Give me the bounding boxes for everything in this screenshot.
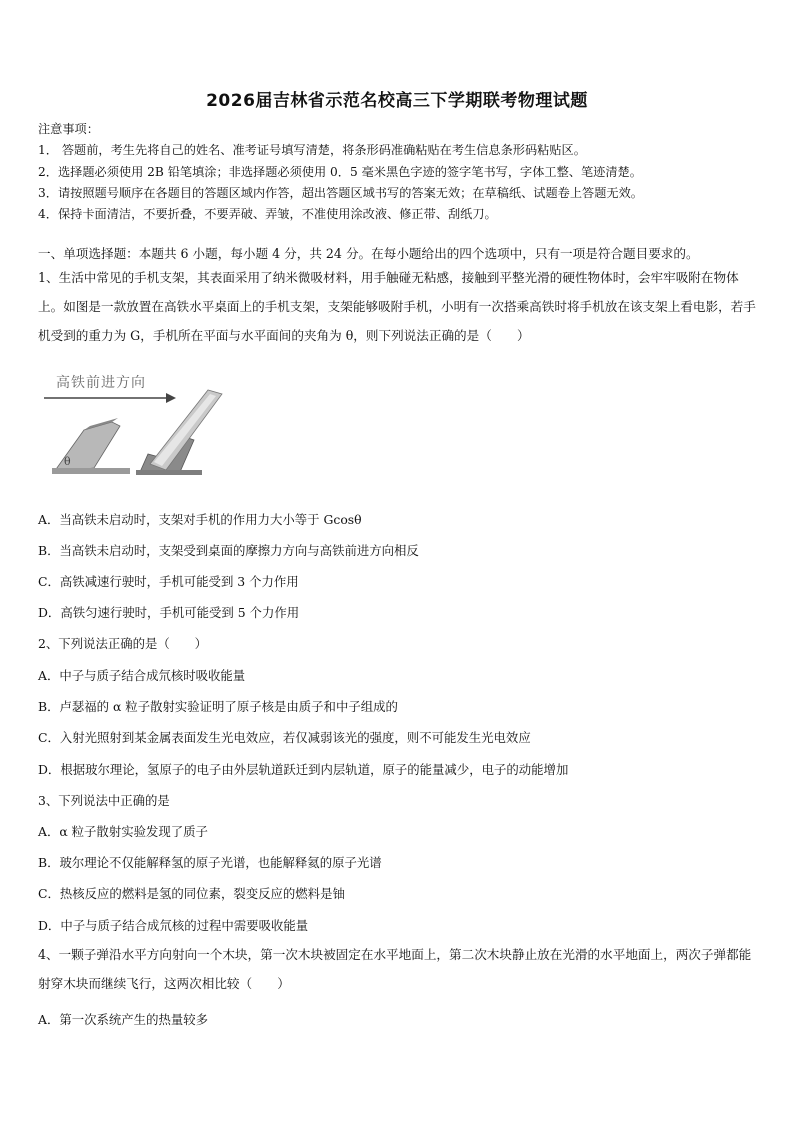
option-a: A．当高铁未启动时，支架对手机的作用力大小等于 Gcosθ bbox=[38, 512, 362, 527]
notes-heading: 注意事项： bbox=[38, 122, 99, 136]
question-3-stem: 3、下列说法中正确的是 bbox=[38, 793, 170, 808]
option-d: D．中子与质子结合成氘核的过程中需要吸收能量 bbox=[38, 918, 309, 933]
option-c: C．热核反应的燃料是氢的同位素，裂变反应的燃料是铀 bbox=[38, 886, 345, 901]
question-2-stem: 2、下列说法正确的是（ ） bbox=[38, 636, 207, 651]
option-d: D．高铁匀速行驶时，手机可能受到 5 个力作用 bbox=[38, 605, 300, 620]
page-title: 2026届吉林省示范名校高三下学期联考物理试题 bbox=[206, 91, 588, 111]
option-b: B．玻尔理论不仅能解释氢的原子光谱，也能解释氦的原子光谱 bbox=[38, 855, 382, 870]
figure-direction-label: 高铁前进方向 bbox=[56, 375, 146, 391]
option-a: A．中子与质子结合成氘核时吸收能量 bbox=[38, 668, 246, 683]
notes-item: 4．保持卡面清洁，不要折叠，不要弄破、弄皱，不准使用涂改液、修正带、刮纸刀。 bbox=[38, 207, 497, 221]
notes-item: 2．选择题必须使用 2B 铅笔填涂；非选择题必须使用 0．5 毫米黑色字迹的签字笔书写，字体工整、笔迹清楚。 bbox=[38, 165, 642, 179]
question-1-stem: 1、生活中常见的手机支架，其表面采用了纳米微吸材料，用手触碰无粘感，接触到平整光滑的硬性物体时，会牢牢吸附在物体上。如图是一款放置在高铁水平桌面上的手机支架，支架能够吸附手机，小明有一次搭乘高铁时将手机放在该支架上看电影，若手机受到的重力为 G，手机所在平面与水平面间的夹角为 θ，则下列说法正确的是（ ） bbox=[38, 270, 756, 343]
figure-angle-label: θ bbox=[64, 455, 71, 468]
option-a: A．第一次系统产生的热量较多 bbox=[38, 1012, 209, 1027]
option-b: B．卢瑟福的 α 粒子散射实验证明了原子核是由质子和中子组成的 bbox=[38, 699, 398, 714]
option-d: D．根据玻尔理论，氢原子的电子由外层轨道跃迁到内层轨道，原子的能量减少，电子的动能增加 bbox=[38, 762, 569, 777]
option-b: B．当高铁未启动时，支架受到桌面的摩擦力方向与高铁前进方向相反 bbox=[38, 543, 419, 558]
option-c: C．高铁减速行驶时，手机可能受到 3 个力作用 bbox=[38, 574, 299, 589]
option-a: A．α 粒子散射实验发现了质子 bbox=[38, 824, 208, 839]
notes-item: 3．请按照题号顺序在各题目的答题区域内作答，超出答题区域书写的答案无效；在草稿纸、试题卷上答题无效。 bbox=[38, 186, 643, 200]
option-c: C．入射光照射到某金属表面发生光电效应，若仅减弱该光的强度，则不可能发生光电效应 bbox=[38, 730, 531, 745]
section-heading: 一、单项选择题：本题共 6 小题，每小题 4 分，共 24 分。在每小题给出的四个选项中，只有一项是符合题目要求的。 bbox=[38, 246, 699, 261]
phone-stand-figure bbox=[38, 368, 228, 480]
notes-item: 1． 答题前，考生先将自己的姓名、准考证号填写清楚，将条形码准确粘贴在考生信息条形码粘贴区。 bbox=[38, 143, 586, 157]
question-4-stem: 4、一颗子弹沿水平方向射向一个木块，第一次木块被固定在水平地面上，第二次木块静止放在光滑的水平地面上，两次子弹都能射穿木块而继续飞行，这两次相比较（ ） bbox=[38, 947, 752, 991]
